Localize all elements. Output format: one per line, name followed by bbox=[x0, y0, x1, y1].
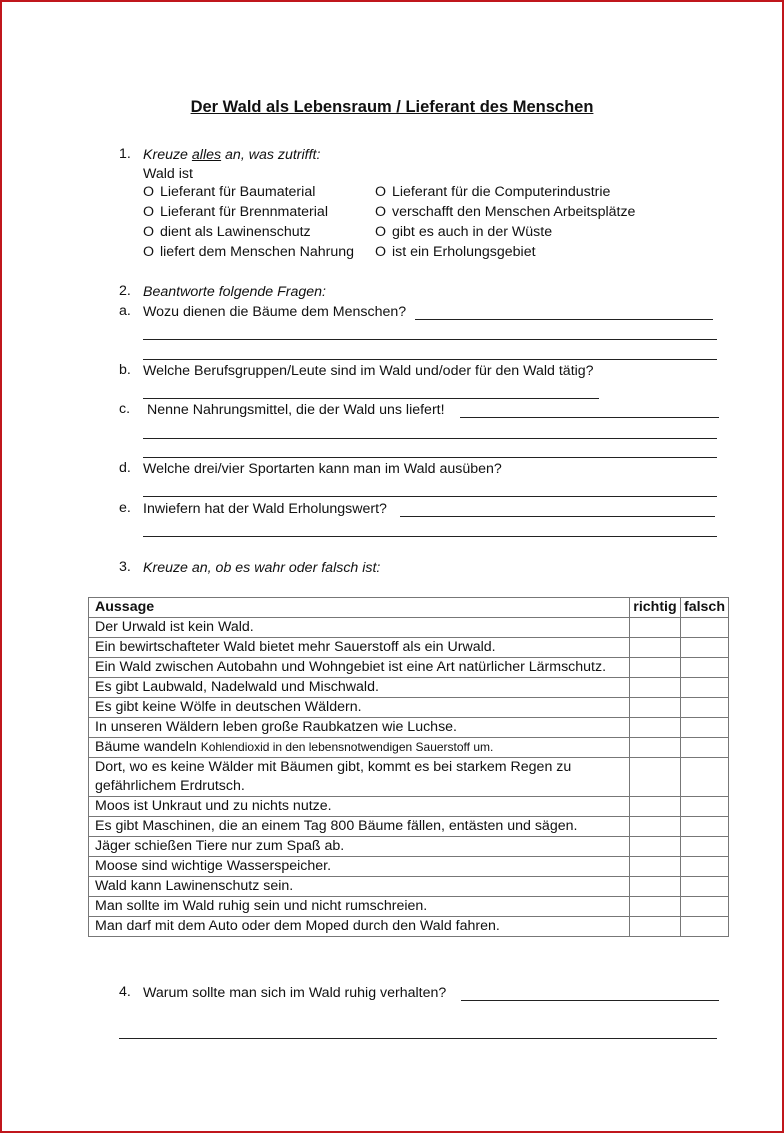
answer-line[interactable] bbox=[119, 1038, 717, 1039]
answer-line[interactable] bbox=[460, 417, 719, 418]
header-statement: Aussage bbox=[89, 598, 630, 618]
checkbox-circle[interactable]: O bbox=[375, 224, 387, 240]
wrong-checkbox-cell[interactable] bbox=[680, 837, 728, 857]
q1-prompt-pre: Kreuze bbox=[143, 147, 192, 163]
wrong-checkbox-cell[interactable] bbox=[680, 797, 728, 817]
table-row bbox=[89, 638, 729, 658]
q1-option-label: dient als Lawinenschutz bbox=[160, 224, 311, 240]
statement-cell: In unseren Wäldern leben große Raubkatzen wie Luchse. bbox=[89, 718, 630, 738]
checkbox-circle[interactable]: O bbox=[375, 184, 387, 200]
table-row bbox=[89, 678, 729, 698]
right-checkbox-cell[interactable] bbox=[629, 837, 680, 857]
statement-cell: Man darf mit dem Auto oder dem Moped durch den Wald fahren. bbox=[89, 917, 630, 937]
q1-option-label: gibt es auch in der Wüste bbox=[392, 224, 553, 240]
right-checkbox-cell[interactable] bbox=[629, 678, 680, 698]
table-row bbox=[89, 917, 729, 937]
q1-option-label: ist ein Erholungsgebiet bbox=[392, 244, 536, 260]
q2-item-letter: d. bbox=[119, 460, 131, 476]
q2-item-question: Welche Berufsgruppen/Leute sind im Wald und/oder für den Wald tätig? bbox=[143, 363, 594, 379]
right-checkbox-cell[interactable] bbox=[629, 897, 680, 917]
q2-item-question: Welche drei/vier Sportarten kann man im Wald ausüben? bbox=[143, 461, 502, 477]
statement-cell: Ein bewirtschafteter Wald bietet mehr Sauerstoff als ein Urwald. bbox=[89, 638, 630, 658]
header-wrong: falsch bbox=[680, 598, 728, 618]
table-header-row bbox=[89, 598, 729, 618]
right-checkbox-cell[interactable] bbox=[629, 917, 680, 937]
checkbox-circle[interactable]: O bbox=[143, 244, 155, 260]
q1-option[interactable] bbox=[143, 244, 354, 260]
statement-cell: Es gibt Maschinen, die an einem Tag 800 Bäume fällen, entästen und sägen. bbox=[89, 817, 630, 837]
q2-item-letter: e. bbox=[119, 500, 131, 516]
right-checkbox-cell[interactable] bbox=[629, 618, 680, 638]
answer-line[interactable] bbox=[461, 1000, 719, 1001]
wrong-checkbox-cell[interactable] bbox=[680, 638, 728, 658]
table-row bbox=[89, 877, 729, 897]
answer-line[interactable] bbox=[143, 339, 717, 340]
q2-item-question: Nenne Nahrungsmittel, die der Wald uns liefert! bbox=[147, 402, 445, 418]
q1-option[interactable] bbox=[375, 224, 552, 240]
table-row bbox=[89, 857, 729, 877]
right-checkbox-cell[interactable] bbox=[629, 638, 680, 658]
answer-line[interactable] bbox=[415, 319, 713, 320]
q4-number: 4. bbox=[119, 984, 131, 1000]
statement-cell: Es gibt keine Wölfe in deutschen Wäldern. bbox=[89, 698, 630, 718]
statement-cell-small: Kohlendioxid in den lebensnotwendigen Sauerstoff um. bbox=[200, 740, 494, 754]
answer-line[interactable] bbox=[143, 457, 717, 458]
right-checkbox-cell[interactable] bbox=[629, 698, 680, 718]
statement-cell: Dort, wo es keine Wälder mit Bäumen gibt, kommt es bei starkem Regen zu gefährlichem Erdrutsch. bbox=[89, 758, 630, 797]
wrong-checkbox-cell[interactable] bbox=[680, 718, 728, 738]
q1-option-label: Lieferant für Baumaterial bbox=[160, 184, 316, 200]
answer-line[interactable] bbox=[143, 536, 717, 537]
statement-cell: Es gibt Laubwald, Nadelwald und Mischwald. bbox=[89, 678, 630, 698]
q1-option-label: Lieferant für Brennmaterial bbox=[160, 204, 328, 220]
answer-line[interactable] bbox=[143, 438, 717, 439]
right-checkbox-cell[interactable] bbox=[629, 877, 680, 897]
q1-number: 1. bbox=[119, 146, 131, 162]
table-row bbox=[89, 738, 729, 758]
header-right: richtig bbox=[629, 598, 680, 618]
statement-cell: Moos ist Unkraut und zu nichts nutze. bbox=[89, 797, 630, 817]
table-row bbox=[89, 618, 729, 638]
q1-option[interactable] bbox=[143, 204, 328, 220]
statement-cell: Jäger schießen Tiere nur zum Spaß ab. bbox=[89, 837, 630, 857]
right-checkbox-cell[interactable] bbox=[629, 758, 680, 797]
answer-line[interactable] bbox=[143, 359, 717, 360]
wrong-checkbox-cell[interactable] bbox=[680, 738, 728, 758]
statement-cell: Man sollte im Wald ruhig sein und nicht rumschreien. bbox=[89, 897, 630, 917]
q4-question: Warum sollte man sich im Wald ruhig verhalten? bbox=[143, 985, 447, 1001]
checkbox-circle[interactable]: O bbox=[143, 204, 155, 220]
wrong-checkbox-cell[interactable] bbox=[680, 857, 728, 877]
table-row bbox=[89, 758, 729, 797]
right-checkbox-cell[interactable] bbox=[629, 857, 680, 877]
q2-item-letter: c. bbox=[119, 401, 131, 417]
statement-cell: Wald kann Lawinenschutz sein. bbox=[89, 877, 630, 897]
checkbox-circle[interactable]: O bbox=[143, 184, 155, 200]
right-checkbox-cell[interactable] bbox=[629, 797, 680, 817]
true-false-table bbox=[88, 597, 729, 937]
q2-number: 2. bbox=[119, 283, 131, 299]
table-row bbox=[89, 718, 729, 738]
wrong-checkbox-cell[interactable] bbox=[680, 917, 728, 937]
right-checkbox-cell[interactable] bbox=[629, 658, 680, 678]
q1-option-label: verschafft den Menschen Arbeitsplätze bbox=[392, 204, 636, 220]
checkbox-circle[interactable]: O bbox=[375, 244, 387, 260]
table-row bbox=[89, 658, 729, 678]
statement-cell: Ein Wald zwischen Autobahn und Wohngebiet ist eine Art natürlicher Lärmschutz. bbox=[89, 658, 630, 678]
wrong-checkbox-cell[interactable] bbox=[680, 897, 728, 917]
q3-number: 3. bbox=[119, 559, 131, 575]
wrong-checkbox-cell[interactable] bbox=[680, 658, 728, 678]
wrong-checkbox-cell[interactable] bbox=[680, 678, 728, 698]
q1-option[interactable] bbox=[375, 204, 635, 220]
checkbox-circle[interactable]: O bbox=[143, 224, 155, 240]
wrong-checkbox-cell[interactable] bbox=[680, 698, 728, 718]
q1-option-label: Lieferant für die Computerindustrie bbox=[392, 184, 611, 200]
q2-prompt: Beantworte folgende Fragen: bbox=[143, 284, 326, 300]
q1-option[interactable] bbox=[375, 184, 610, 200]
q1-prompt-post: an, was zutrifft: bbox=[221, 147, 321, 163]
q3-prompt: Kreuze an, ob es wahr oder falsch ist: bbox=[143, 560, 381, 576]
checkbox-circle[interactable]: O bbox=[375, 204, 387, 220]
right-checkbox-cell[interactable] bbox=[629, 738, 680, 758]
worksheet-title: Der Wald als Lebensraum / Lieferant des Menschen bbox=[190, 98, 594, 116]
table-row bbox=[89, 797, 729, 817]
q1-option[interactable] bbox=[375, 244, 536, 260]
table-row bbox=[89, 897, 729, 917]
statement-cell bbox=[89, 738, 630, 758]
q1-prompt bbox=[143, 146, 320, 164]
statement-cell: Der Urwald ist kein Wald. bbox=[89, 618, 630, 638]
q1-option-label: liefert dem Menschen Nahrung bbox=[160, 244, 354, 260]
q2-item-question: Wozu dienen die Bäume dem Menschen? bbox=[143, 304, 407, 320]
answer-line[interactable] bbox=[400, 516, 715, 517]
answer-line[interactable] bbox=[143, 398, 599, 399]
statement-cell: Moose sind wichtige Wasserspeicher. bbox=[89, 857, 630, 877]
wrong-checkbox-cell[interactable] bbox=[680, 817, 728, 837]
q2-item-letter: b. bbox=[119, 362, 131, 378]
q2-item-question: Inwiefern hat der Wald Erholungswert? bbox=[143, 501, 387, 517]
statement-cell-main: Bäume wandeln bbox=[95, 739, 201, 755]
wrong-checkbox-cell[interactable] bbox=[680, 877, 728, 897]
right-checkbox-cell[interactable] bbox=[629, 817, 680, 837]
wrong-checkbox-cell[interactable] bbox=[680, 758, 728, 797]
wrong-checkbox-cell[interactable] bbox=[680, 618, 728, 638]
right-checkbox-cell[interactable] bbox=[629, 718, 680, 738]
answer-line[interactable] bbox=[143, 496, 717, 497]
q2-item-letter: a. bbox=[119, 303, 131, 319]
q1-prompt-underlined: alles bbox=[191, 147, 222, 163]
q1-option[interactable] bbox=[143, 224, 311, 240]
table-row bbox=[89, 817, 729, 837]
table-row bbox=[89, 698, 729, 718]
q1-subline: Wald ist bbox=[143, 166, 193, 182]
q1-option[interactable] bbox=[143, 184, 315, 200]
table-row bbox=[89, 837, 729, 857]
